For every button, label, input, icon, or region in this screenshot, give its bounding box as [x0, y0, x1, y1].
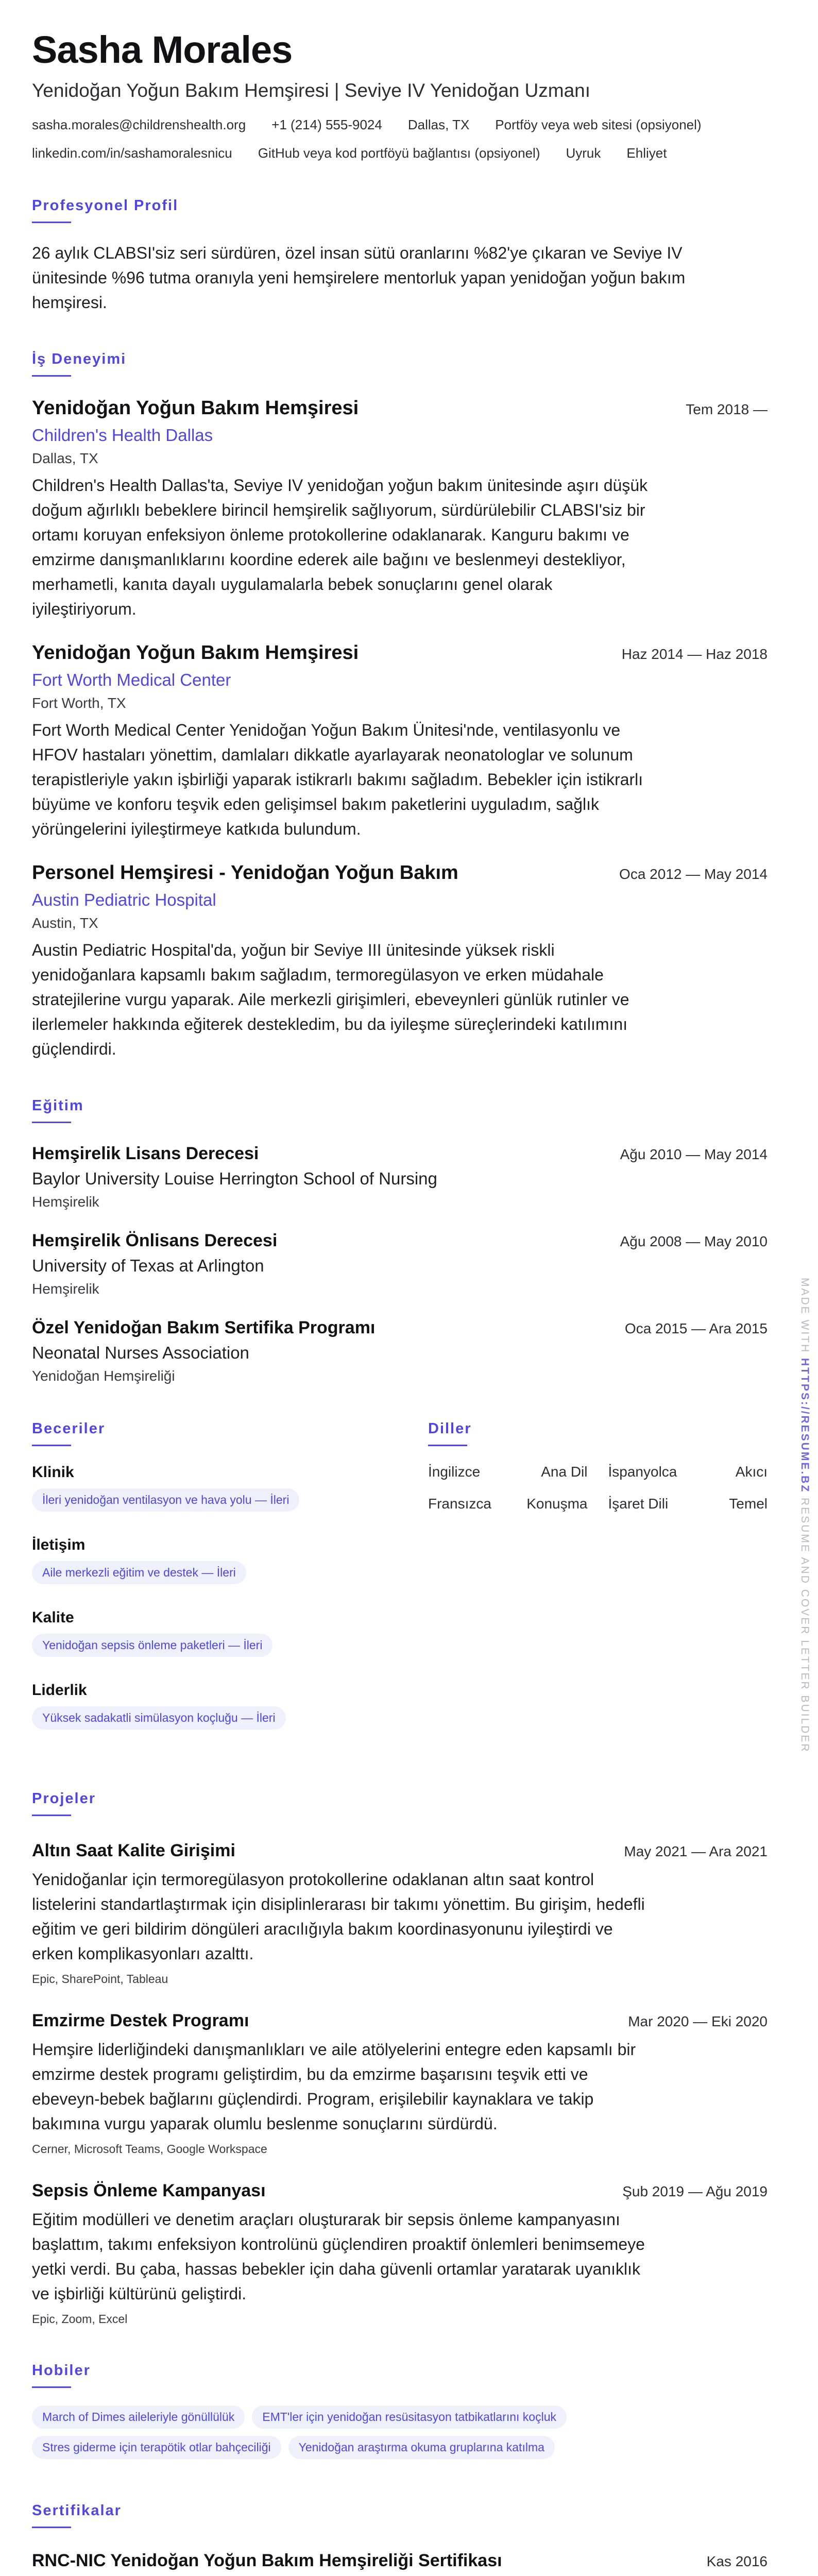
experience-entry	[32, 862, 768, 1061]
watermark-link[interactable]: HTTPS://RESUME.BZ	[799, 1358, 811, 1494]
language-name: İngilizce	[428, 1464, 481, 1480]
candidate-name: Sasha Morales	[32, 28, 293, 71]
nationality-text: Uyruk	[566, 145, 601, 161]
email-link[interactable]: sasha.morales@childrenshealth.org	[32, 117, 246, 133]
project-title: Emzirme Destek Programı	[32, 2011, 249, 2031]
job-description: Fort Worth Medical Center Yenidoğan Yoğun Bakım Ünitesi'nde, ventilasyonlu ve HFOV hastaları yönettim, damlaları dikkatle ayarlayarak neonatologlar ve solunum terapistleriyle yakın işbirliği yaparak istikrarlı bakımı sağladım. Bebekler için istikrarlı büyüme ve konforu teşvik eden gelişimsel bakım paketlerini uyguladım, sağlık yörüngelerini iyileştirmeye katkıda bulundum.	[32, 721, 643, 839]
skill-category	[32, 1536, 371, 1591]
language-item	[428, 1464, 588, 1480]
summary-section	[32, 197, 768, 315]
project-date: May 2021 — Ara 2021	[624, 1843, 768, 1860]
candidate-headline: Yenidoğan Yoğun Bakım Hemşiresi | Seviye IV Yenidoğan Uzmanı	[32, 80, 591, 101]
skills-languages-row	[32, 1420, 768, 1754]
github-link[interactable]: GitHub veya kod portföyü bağlantısı (opsiyonel)	[258, 145, 540, 161]
language-level: Konuşma	[526, 1496, 588, 1512]
language-level: Ana Dil	[541, 1464, 588, 1480]
field-of-study: Hemşirelik	[32, 1281, 99, 1297]
section-title: Profesyonel Profil	[32, 197, 179, 214]
language-level: Akıcı	[735, 1464, 768, 1480]
education-entry	[32, 1231, 768, 1297]
job-location: Dallas, TX	[32, 450, 98, 467]
project-entry	[32, 2181, 768, 2326]
language-name: İspanyolca	[608, 1464, 677, 1480]
builder-watermark	[798, 1278, 811, 1753]
job-title: Yenidoğan Yoğun Bakım Hemşiresi	[32, 642, 359, 664]
job-location: Austin, TX	[32, 915, 98, 931]
skill-category-name: Liderlik	[32, 1682, 87, 1699]
skill-category-name: Klinik	[32, 1464, 74, 1481]
school-name: University of Texas at Arlington	[32, 1256, 264, 1276]
employer-name: Children's Health Dallas	[32, 426, 213, 445]
language-item	[428, 1496, 588, 1512]
employer-name: Fort Worth Medical Center	[32, 670, 231, 690]
language-grid	[428, 1464, 768, 1512]
education-date: Ağu 2008 — May 2010	[620, 1233, 768, 1250]
project-description: Eğitim modülleri ve denetim araçları oluşturarak bir sepsis önleme kampanyasını başlattım, takımı enfeksiyon kontrolünü güçlendiren proaktif önlemleri benimsemeye yetki verdi. Bu çaba, hassas bebekler için daha güvenli ortamlar yaratarak uyanıklık ve işbirliği kültürünü geliştirdi.	[32, 2210, 645, 2303]
field-of-study: Hemşirelik	[32, 1194, 99, 1210]
language-name: İşaret Dili	[608, 1496, 669, 1512]
language-item	[608, 1464, 768, 1480]
project-tools: Cerner, Microsoft Teams, Google Workspace	[32, 2142, 267, 2156]
language-level: Temel	[729, 1496, 768, 1512]
job-date: Tem 2018 —	[686, 401, 768, 418]
job-location: Fort Worth, TX	[32, 695, 126, 711]
project-entry	[32, 1841, 768, 1986]
certifications-section	[32, 2502, 768, 2576]
section-divider	[32, 222, 71, 223]
skill-category	[32, 1464, 371, 1519]
education-date: Ağu 2010 — May 2014	[620, 1146, 768, 1163]
section-divider	[32, 1445, 71, 1446]
section-divider	[32, 375, 71, 377]
watermark-suffix: RESUME AND COVER LETTER BUILDER	[799, 1493, 811, 1753]
skill-category-name: Kalite	[32, 1609, 74, 1626]
section-title: İş Deneyimi	[32, 351, 127, 368]
project-title: Altın Saat Kalite Girişimi	[32, 1841, 235, 1861]
section-divider	[32, 1815, 71, 1816]
school-name: Neonatal Nurses Association	[32, 1343, 249, 1363]
language-item	[608, 1496, 768, 1512]
projects-section	[32, 1790, 768, 2326]
resume-header	[32, 29, 768, 161]
section-divider	[32, 1122, 71, 1123]
experience-entry	[32, 397, 768, 621]
project-tools: Epic, SharePoint, Tableau	[32, 1972, 168, 1986]
skill-tag: Aile merkezli eğitim ve destek — İleri	[32, 1561, 246, 1584]
employer-name: Austin Pediatric Hospital	[32, 890, 216, 910]
skill-category-name: İletişim	[32, 1536, 86, 1554]
website-link[interactable]: Portföy veya web sitesi (opsiyonel)	[495, 117, 702, 133]
section-divider	[32, 2527, 71, 2528]
section-title: Eğitim	[32, 1097, 84, 1114]
hobbies-section	[32, 2362, 768, 2466]
skill-tag: Yüksek sadakatli simülasyon koçluğu — İleri	[32, 1706, 286, 1730]
school-name: Baylor University Louise Herrington School of Nursing	[32, 1169, 437, 1189]
job-date: Haz 2014 — Haz 2018	[621, 646, 768, 663]
section-title: Projeler	[32, 1790, 96, 1807]
skills-section	[32, 1420, 371, 1754]
degree-title: Özel Yenidoğan Bakım Sertifika Programı	[32, 1318, 376, 1338]
section-title: Diller	[428, 1420, 472, 1437]
education-entry	[32, 1318, 768, 1384]
skill-category	[32, 1682, 371, 1737]
hobby-tag: Yenidoğan araştırma okuma gruplarına katılma	[288, 2436, 555, 2459]
location-text: Dallas, TX	[407, 117, 470, 133]
summary-text: 26 aylık CLABSI'siz seri sürdüren, özel insan sütü oranlarını %82'ye çıkaran ve Seviye IV ünitesinde %96 tutma oranıyla yeni hemşirelere mentorluk yapan yenidoğan yoğun bakım hemşiresi.	[32, 244, 686, 312]
experience-entry	[32, 642, 768, 841]
section-divider	[428, 1445, 467, 1446]
hobby-tag: EMT'ler için yenidoğan resüsitasyon tatbikatlarını koçluk	[252, 2405, 567, 2429]
job-description: Children's Health Dallas'ta, Seviye IV yenidoğan yoğun bakım ünitesinde aşırı düşük doğum ağırlıklı bebeklere birincil hemşirelik sağlıyorum, sürdürülebilir CLABSI'siz bir ortamı koruyan enfeksiyon önleme protokollerine odaklanarak. Kanguru bakımı ve emzirme danışmanlıklarını koordine ederek aile bağını ve beslenmeyi destekliyor, merhametli, kanıta dayalı uygulamalarla bebek sonuçlarını genel olarak iyileştiriyorum.	[32, 476, 648, 619]
project-title: Sepsis Önleme Kampanyası	[32, 2181, 266, 2201]
phone-text: +1 (214) 555-9024	[271, 117, 382, 133]
hobby-tag: Stres giderme için terapötik otlar bahçeciliği	[32, 2436, 281, 2459]
language-name: Fransızca	[428, 1496, 491, 1512]
project-date: Şub 2019 — Ağu 2019	[622, 2183, 768, 2200]
section-title: Beceriler	[32, 1420, 106, 1437]
hobby-tag: March of Dimes aileleriyle gönüllülük	[32, 2405, 245, 2429]
education-section	[32, 1097, 768, 1384]
skill-tag: İleri yenidoğan ventilasyon ve hava yolu — İleri	[32, 1488, 299, 1512]
job-description: Austin Pediatric Hospital'da, yoğun bir Seviye III ünitesinde yüksek riskli yenidoğanlara kapsamlı bakım sağladım, termoregülasyon ve erken müdahale stratejilerine vurgu yaparak. Aile merkezli girişimleri, ebeveynleri günlük rutinler ve ilerlemeler hakkında eğiterek destekledim, bu da iyileşme süreçlerindeki katılımını güçlendirdi.	[32, 941, 629, 1059]
section-title: Sertifikalar	[32, 2502, 122, 2519]
education-date: Oca 2015 — Ara 2015	[624, 1320, 768, 1337]
languages-section	[428, 1420, 768, 1754]
section-title: Hobiler	[32, 2362, 91, 2379]
project-tools: Epic, Zoom, Excel	[32, 2312, 128, 2326]
project-date: Mar 2020 — Eki 2020	[628, 2013, 768, 2030]
watermark-prefix: MADE WITH	[799, 1278, 811, 1358]
experience-section	[32, 351, 768, 1061]
job-title: Yenidoğan Yoğun Bakım Hemşiresi	[32, 397, 359, 419]
linkedin-link[interactable]: linkedin.com/in/sashamoralesnicu	[32, 145, 232, 161]
degree-title: Hemşirelik Lisans Derecesi	[32, 1144, 259, 1164]
hobby-list	[32, 2405, 702, 2466]
section-divider	[32, 2386, 71, 2388]
certification-name: RNC-NIC Yenidoğan Yoğun Bakım Hemşireliği Sertifikası	[32, 2551, 502, 2571]
license-text: Ehliyet	[626, 145, 667, 161]
job-title: Personel Hemşiresi - Yenidoğan Yoğun Bakım	[32, 862, 458, 884]
certification-date: Kas 2016	[706, 2553, 768, 2570]
education-entry	[32, 1144, 768, 1210]
contact-list	[32, 117, 768, 161]
skill-category	[32, 1609, 371, 1664]
project-entry	[32, 2011, 768, 2156]
project-description: Yenidoğanlar için termoregülasyon protokollerine odaklanan altın saat kontrol listelerini standartlaştırmak için disiplinlerarası bir takımı yönettim. Bu girişim, hedefli eğitim ve geri bildirim döngüleri aracılığıyla bakım koordinasyonunu iyileştirdi ve erken komplikasyonları azalttı.	[32, 1870, 645, 1963]
certification-entry	[32, 2551, 768, 2576]
field-of-study: Yenidoğan Hemşireliği	[32, 1368, 175, 1384]
job-date: Oca 2012 — May 2014	[619, 866, 768, 883]
skill-tag: Yenidoğan sepsis önleme paketleri — İleri	[32, 1634, 272, 1657]
degree-title: Hemşirelik Önlisans Derecesi	[32, 1231, 278, 1251]
project-description: Hemşire liderliğindeki danışmanlıkları ve aile atölyelerini entegre eden kapsamlı bir emzirme destek programı geliştirdim, bu da emzirme başarısını teşvik etti ve ebeveyn-bebek bağlarını güçlendirdi. Program, erişilebilir kaynaklara ve takip bakımına vurgu yaparak olumlu beslenme sonuçlarını sürdürdü.	[32, 2040, 636, 2133]
